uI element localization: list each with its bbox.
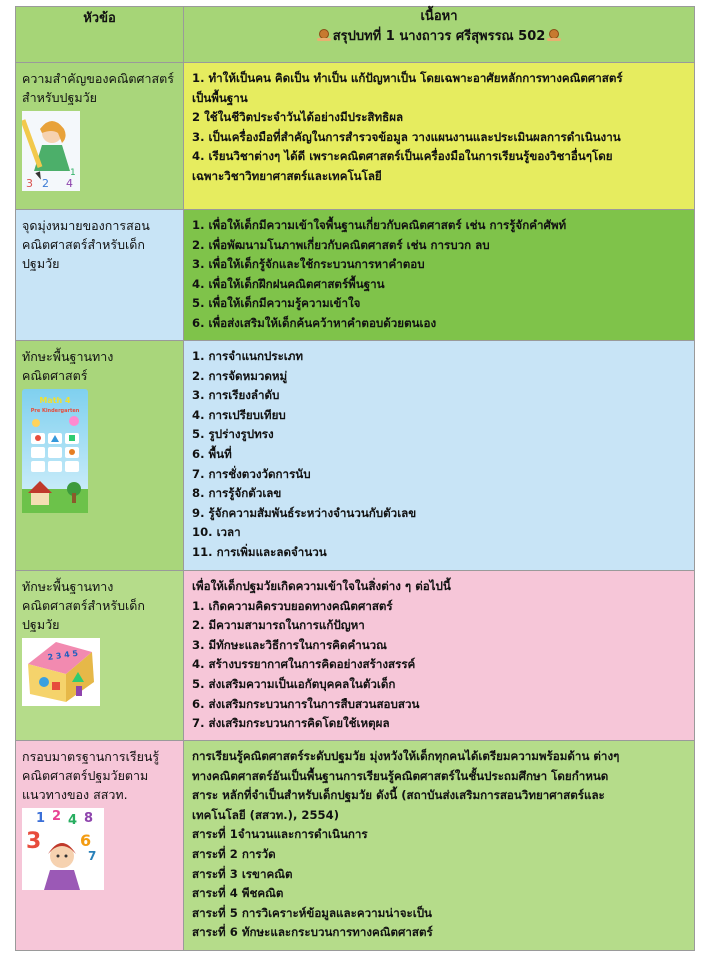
content-line: สาระที่ 6 ทักษะและกระบวนการทางคณิตศาสตร์ (192, 925, 433, 940)
table-row (16, 341, 695, 571)
svg-text:3: 3 (26, 177, 33, 190)
content-line: 1. เกิดความคิดรวบยอดทางคณิตศาสตร์ (192, 598, 393, 613)
content-line: 5. เพื่อให้เด็กมีความรู้ความเข้าใจ (192, 296, 361, 311)
content-line: 6. เพื่อส่งเสริมให้เด็กค้นคว้าหาคำตอบด้วยตนเอง (192, 315, 437, 330)
content-line: 10. เวลา (192, 525, 241, 540)
content-line: 2. เพื่อพัฒนามโนภาพเกี่ยวกับคณิตศาสตร์ เช่น การบวก ลบ (192, 237, 490, 252)
content-line: สาระที่ 4 พีชคณิต (192, 886, 284, 901)
table-row (16, 741, 695, 951)
content-line: 7. ส่งเสริมกระบวนการคิดโดยใช้เหตุผล (192, 716, 390, 731)
content-cell (184, 210, 695, 341)
table-header-row (16, 7, 695, 63)
svg-text:3: 3 (26, 829, 42, 854)
content-line: 5. ส่งเสริมความเป็นเอกัตบุคคลในตัวเด็ก (192, 676, 396, 691)
header-subtitle-line (184, 27, 694, 47)
header-subtitle: สรุปบทที่ 1 นางถาวร ศรีสุพรรณ 502 (332, 29, 546, 44)
topic-cell (16, 63, 184, 210)
content-line: สาระที่ 3 เรขาคณิต (192, 866, 293, 881)
content-line: 4. เรียนวิชาต่างๆ ได้ดี เพราะคณิตศาสตร์เป็นเครื่องมือในการเรียนรู้ของวิชาอื่นๆโดย (192, 149, 613, 164)
content-line: สาระ หลักที่จำเป็นสำหรับเด็กปฐมวัย ดังนี้ (สถาบันส่งเสริมการสอนวิทยาศาสตร์และ (192, 788, 605, 803)
content-line: 3. เพื่อให้เด็กรู้จักและใช้กระบวนการหาคำตอบ (192, 257, 425, 272)
content-cell (184, 741, 695, 951)
topic-cell (16, 210, 184, 341)
content-line: 2. การจัดหมวดหมู่ (192, 368, 288, 383)
svg-text:Pre Kindergarten: Pre Kindergarten (30, 408, 80, 414)
content-line: 1. การจำแนกประเภท (192, 349, 304, 363)
topic-text: ทักษะพื้นฐานทางคณิตศาสตร์ (22, 349, 114, 383)
content-line: เป็นพื้นฐาน (192, 90, 248, 105)
content-line: 5. รูปร่างรูปทรง (192, 427, 274, 442)
topic-text: ทักษะพื้นฐานทางคณิตศาสตร์สำหรับเด็กปฐมวัย (22, 579, 145, 632)
snail-icon (547, 29, 561, 41)
content-line: 6. ส่งเสริมกระบวนการในการสืบสวนสอบสวน (192, 696, 420, 711)
topic-text: จุดมุ่งหมายของการสอนคณิตศาสตร์สำหรับเด็กปฐมวัย (22, 218, 150, 271)
content-cell (184, 341, 695, 571)
snail-icon (317, 29, 331, 41)
girl-with-numbers-image (22, 808, 104, 890)
topic-text: กรอบมาตรฐานการเรียนรู้คณิตศาสตร์ปฐมวัยตามแนวทางของ สสวท. (22, 749, 160, 802)
content-line: 4. การเปรียบเทียบ (192, 407, 286, 422)
content-line: 9. รู้จักความสัมพันธ์ระหว่างจำนวนกับตัวเลข (192, 505, 417, 520)
content-line: 1. เพื่อให้เด็กมีความเข้าใจพื้นฐานเกี่ยวกับคณิตศาสตร์ เช่น การรู้จักคำศัพท์ (192, 218, 567, 232)
content-line: 8. การรู้จักตัวเลข (192, 486, 282, 501)
content-line: สาระที่ 2 การวัด (192, 846, 276, 861)
svg-text:4: 4 (68, 813, 78, 828)
content-line: 2. มีความสามารถในการแก้ปัญหา (192, 618, 365, 633)
table-row (16, 571, 695, 741)
content-line: 4. สร้างบรรยากาศในการคิดอย่างสร้างสรรค์ (192, 657, 416, 672)
math-app-image (22, 389, 88, 513)
table-row (16, 63, 695, 210)
header-content-title: เนื้อหา (420, 9, 458, 24)
header-topic: หัวข้อ (16, 7, 184, 63)
content-line: 7. การชั่งตวงวัดการนับ (192, 466, 311, 481)
svg-text:4: 4 (66, 177, 73, 190)
girl-with-pencil-image (22, 111, 80, 191)
svg-text:2 3 4 5: 2 3 4 5 (47, 648, 79, 662)
content-cell (184, 63, 695, 210)
svg-text:7: 7 (88, 849, 97, 863)
content-line: 2 ใช้ในชีวิตประจำวันได้อย่างมีประสิทธิผล (192, 110, 404, 125)
svg-text:1: 1 (36, 811, 46, 826)
content-line: เทคโนโลยี (สสวท.), 2554) (192, 807, 339, 822)
topic-cell (16, 341, 184, 571)
content-line: เฉพาะวิชาวิทยาศาสตร์และเทคโนโลยี (192, 168, 382, 183)
topic-cell (16, 571, 184, 741)
topic-text: ความสำคัญของคณิตศาสตร์สำหรับปฐมวัย (22, 71, 174, 105)
svg-text:1: 1 (70, 168, 76, 178)
content-line: 6. พื้นที่ (192, 446, 232, 461)
svg-text:2: 2 (42, 177, 49, 190)
content-line: 1. ทำให้เป็นคน คิดเป็น ทำเป็น แก้ปัญหาเป็น โดยเฉพาะอาศัยหลักการทางคณิตศาสตร์ (192, 71, 623, 85)
svg-text:8: 8 (84, 811, 94, 826)
content-line: เพื่อให้เด็กปฐมวัยเกิดความเข้าใจในสิ่งต่าง ๆ ต่อไปนี้ (192, 579, 451, 593)
content-line: การเรียนรู้คณิตศาสตร์ระดับปฐมวัย มุ่งหวังให้เด็กทุกคนได้เตรียมความพร้อมด้าน ต่างๆ (192, 749, 620, 763)
topic-cell (16, 741, 184, 951)
content-line: 3. การเรียงลำดับ (192, 388, 280, 403)
svg-text:Math 4: Math 4 (39, 396, 71, 405)
content-cell (184, 571, 695, 741)
content-line: 3. มีทักษะและวิธีการในการคิดคำนวณ (192, 637, 387, 652)
content-line: สาระที่ 1จำนวนและการดำเนินการ (192, 827, 368, 842)
svg-text:6: 6 (80, 831, 92, 850)
content-line: สาระที่ 5 การวิเคราะห์ข้อมูลและความน่าจะเป็น (192, 905, 432, 920)
header-content (184, 7, 695, 63)
table-row (16, 210, 695, 341)
content-line: ทางคณิตศาสตร์อันเป็นพื้นฐานการเรียนรู้คณิตศาสตร์ในชั้นประถมศึกษา โดยกำหนด (192, 768, 609, 783)
content-line: 4. เพื่อให้เด็กฝึกฝนคณิตศาสตร์พื้นฐาน (192, 276, 385, 291)
content-line: 3. เป็นเครื่องมือที่สำคัญในการสำรวจข้อมูล วางแผนงานและประเมินผลการดำเนินงาน (192, 129, 621, 144)
number-house-image (22, 638, 100, 706)
summary-table (15, 6, 695, 951)
content-line: 11. การเพิ่มและลดจำนวน (192, 544, 327, 559)
svg-text:2: 2 (52, 809, 62, 824)
